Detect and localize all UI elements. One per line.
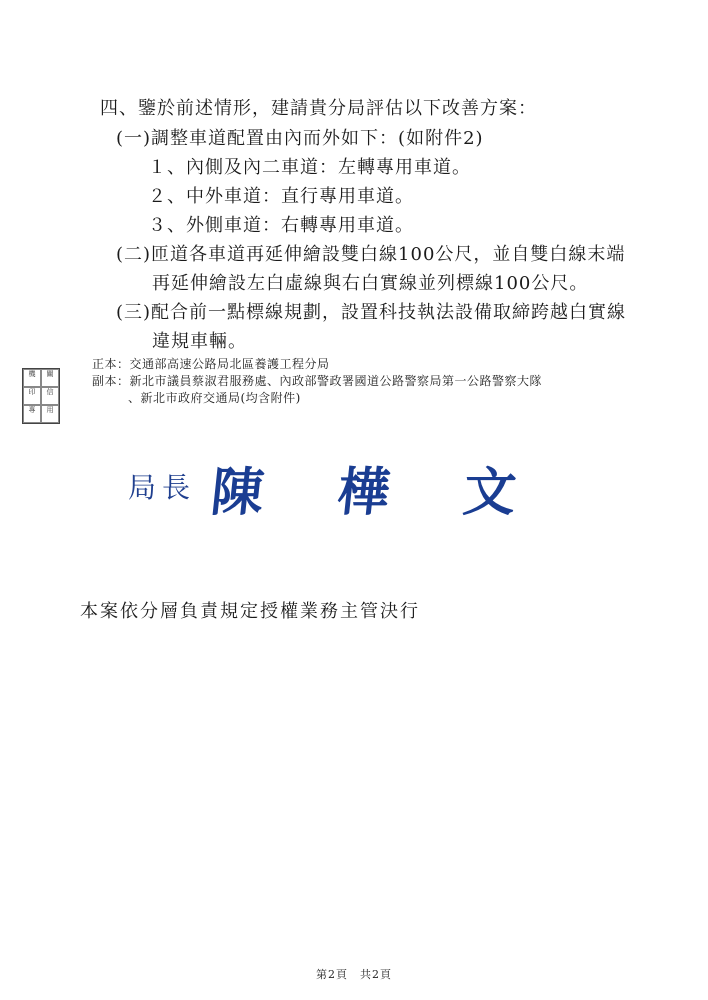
seal-char: 信 xyxy=(41,387,59,405)
item-one-sub-3: ３、外側車道：右轉專用車道。 xyxy=(148,215,414,236)
seal-char: 印 xyxy=(23,387,41,405)
distribution-copy-2: 、新北市政府交通局(均含附件) xyxy=(128,391,301,405)
item-two-line-1: (二)匝道各車道再延伸繪設雙白線100公尺，並自雙白線末端 xyxy=(116,244,626,265)
page-number: 第2頁 共2頁 xyxy=(316,968,392,981)
official-seal xyxy=(22,368,60,424)
seal-char: 專 xyxy=(23,405,41,423)
item-one-title: (一)調整車道配置由內而外如下：(如附件2) xyxy=(116,128,484,149)
delegation-note: 本案依分層負責規定授權業務主管決行 xyxy=(80,601,420,622)
item-three-line-1: (三)配合前一點標線規劃，設置科技執法設備取締跨越白實線 xyxy=(116,302,627,323)
seal-char: 用 xyxy=(41,405,59,423)
seal-char: 機 xyxy=(23,369,41,387)
seal-char: 關 xyxy=(41,369,59,387)
signature-title: 局長 xyxy=(128,471,197,504)
item-two-line-2: 再延伸繪設左白虛線與右白實線並列標線100公尺。 xyxy=(152,273,589,294)
item-three-line-2: 違規車輛。 xyxy=(152,331,247,352)
distribution-copy-1: 副本：新北市議員蔡淑君服務處、內政部警政署國道公路警察局第一公路警察大隊 xyxy=(92,374,543,388)
distribution-original: 正本：交通部高速公路局北區養護工程分局 xyxy=(92,357,330,371)
section-four-heading: 四、鑒於前述情形，建請貴分局評估以下改善方案： xyxy=(100,98,537,119)
signature-name: 陳 樺 文 xyxy=(208,462,547,523)
item-one-sub-1: １、內側及內二車道：左轉專用車道。 xyxy=(148,157,471,178)
item-one-sub-2: ２、中外車道：直行專用車道。 xyxy=(148,186,414,207)
